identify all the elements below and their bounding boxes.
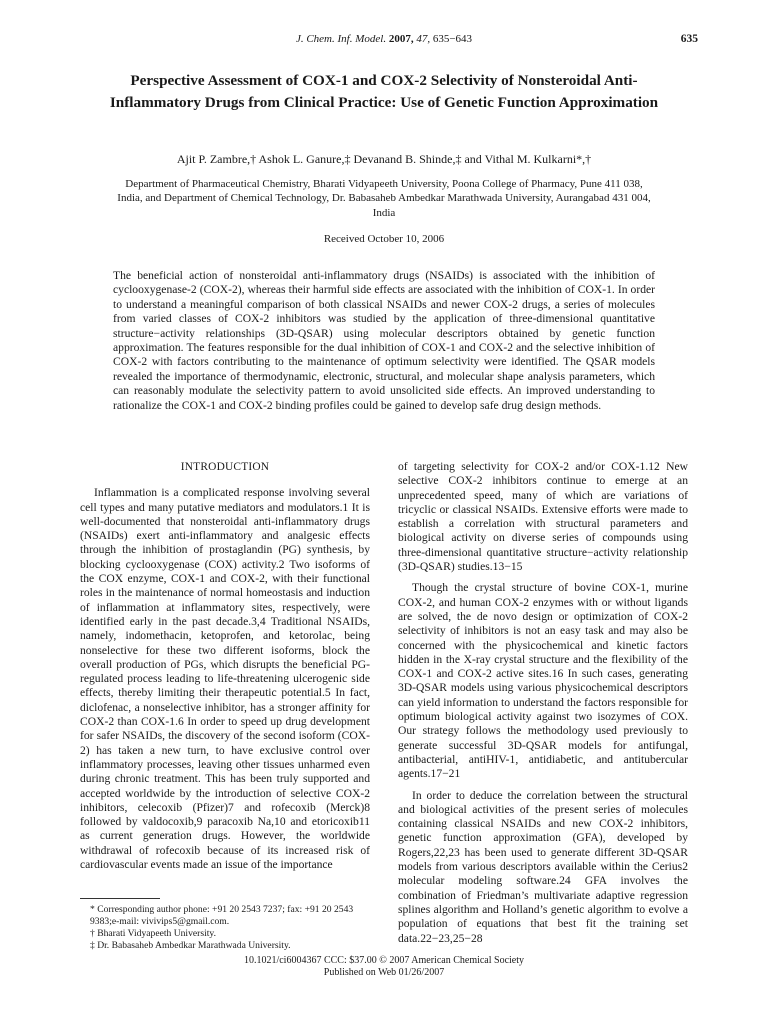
footnotes: [80, 898, 370, 952]
footnote-divider: [80, 898, 160, 899]
footnote-dagger: † Bharati Vidyapeeth University.: [90, 928, 216, 939]
introduction-heading: INTRODUCTION: [180, 461, 270, 473]
journal-citation: [0, 33, 768, 45]
received-date: Received October 10, 2006: [323, 233, 445, 245]
journal-pages: 635−643: [432, 33, 473, 45]
right-paragraph-1: of targeting selectivity for COX-2 and/or COX-1.12 New selective COX-2 inhibitors continue to emerge at an unprecedented speed, many of which are variations of tricyclic or classical NSAIDs. Extensive efforts were made to establish a correlation with structural parameters and biological activity on diverse series of compounds using three-dimensional quantitative structure−activity relationship (3D-QSAR) studies.13−15: [398, 460, 688, 574]
right-paragraph-3: In order to deduce the correlation between the structural and biological activities of the present series of molecules containing classical NSAIDs and new COX-2 inhibitors, genetic function approximation (GFA), developed by Rogers,22,23 has been used to generate different 3D-QSAR models from various descriptors available within the Cerius2 molecular modeling software.24 GFA involves the combination of Friedman’s multivariate adaptive regression splines algorithm and Holland’s genetic algorithm to evolve a population of equations that best fit the training set data.22−23,25−28: [398, 788, 688, 945]
doi-line: 10.1021/ci6004367 CCC: $37.00 © 2007 American Chemical Society: [243, 955, 525, 966]
intro-paragraph-1: Inflammation is a complicated response involving several cell types and many putative mediators and modulators.1 It is well-documented that nonsteroidal anti-inflammatory drugs (NSAIDs) exert anti-inflammatory and analgesic effects through the inhibition of prostaglandin (PG) synthesis, by blocking cyclooxygenase (COX) activity.2 Two isoforms of the COX enzyme, COX-1 and COX-2, with their functional roles in the maintenance of normal homeostasis and induction of inflammation at inflammatory sites, respectively, were identified early in the past decade.3,4 Traditional NSAIDs, namely, indomethacin, ketoprofen, and ketorolac, being nonselective for these two different isoforms, block the overall production of PGs, which disrupts the beneficial PG-regulated process leading to life-threatening ulcerogenic side effects, thereby limiting their therapeutic potential.5 In fact, diclofenac, a nonselective inhibitor, has a stronger affinity for COX-2 than COX-1.6 In order to speed up drug development for safer NSAIDs, the discovery of the second isoform (COX-2) has taken a new turn, to have exclusive control over inflammatory processes, leaving other tissues unharmed even during chronic treatment. This has been truly supported and accepted worldwide by the introduction of selective COX-2 inhibitors, celecoxib (Pfizer)7 and rofecoxib (Merck)8 followed by valdocoxib,9 paracoxib Na,10 and etoricoxib11 as current generation drugs. However, the worldwide withdrawal of rofecoxib because of its increased risk of cardiovascular events made an issue of the importance: [80, 486, 370, 872]
right-paragraph-2: Though the crystal structure of bovine COX-1, murine COX-2, and human COX-2 enzymes with or without ligands are solved, the de novo design or optimization of COX-2 selectivity of inhibitors is not an easy task and may also be concerned with the physicochemical and kinetic factors hidden in the X-ray crystal structure and the flexibility of the COX-1 and COX-2 active sites.16 In such cases, generating 3D-QSAR models using various physicochemical descriptors can yield information to understand the factors responsible for optimum biological activity against two isozymes of COX. Our strategy follows the methodology used previously to generate successful 3D-QSAR models for antifungal, antibacterial, antiHIV-1, antidiabetic, and antitubercular agents.17−21: [398, 581, 688, 781]
paper-title: Perspective Assessment of COX-1 and COX-2 Selectivity of Nonsteroidal Anti-Inflammatory Drugs from Clinical Practice: Use of Genetic Function Approximation: [109, 72, 659, 111]
affiliations: Department of Pharmaceutical Chemistry, Bharati Vidyapeeth University, Poona College of Pharmacy, Pune 411 038, India, and Department of Chemical Technology, Dr. Babasaheb Ambedkar Marathwada University, Aurangabad 431 004, India: [117, 178, 651, 219]
journal-volume: 47,: [416, 33, 431, 45]
footnote-corresponding-author: * Corresponding author phone: +91 20 2543 7237; fax: +91 20 2543 9383;e-mail: vivivips5@gmail.com.: [90, 904, 354, 927]
right-column: [398, 460, 688, 946]
publication-info: [0, 955, 768, 979]
abstract: The beneficial action of nonsteroidal anti-inflammatory drugs (NSAIDs) is associated with the inhibition of cyclooxygenase-2 (COX-2), whereas their harmful side effects are associated with the inhibition of COX-1. In order to understand a meaningful comparison of both classical NSAIDs and newer COX-2 drugs, a series of molecules from varied classes of COX-2 inhibitors was studied by the application of three-dimensional quantitative structure−activity relationships (3D-QSAR) using molecular descriptors obtained by genetic function approximation. The features responsible for the dual inhibition of COX-1 and COX-2 and the selective inhibition of COX-2 with factors contributing to the maintenance of optimum selectivity were identified. The QSAR models revealed the importance of thermodynamic, electronic, structural, and molecular shape analysis parameters, which can reasonably modulate the selectivity pattern to avoid unsolicited side effects. An improved understanding to rationalize the COX-1 and COX-2 binding profiles could be gained to develop safe drug design methods.: [113, 269, 655, 412]
page-number: 635: [680, 33, 698, 45]
published-date: Published on Web 01/26/2007: [323, 967, 445, 978]
author-list: Ajit P. Zambre,† Ashok L. Ganure,‡ Devanand B. Shinde,‡ and Vithal M. Kulkarni*,†: [176, 152, 592, 166]
footnote-double-dagger: ‡ Dr. Babasaheb Ambedkar Marathwada University.: [90, 940, 291, 951]
journal-year: 2007,: [388, 33, 414, 45]
left-column: [80, 460, 370, 872]
journal-name: J. Chem. Inf. Model.: [295, 33, 387, 45]
